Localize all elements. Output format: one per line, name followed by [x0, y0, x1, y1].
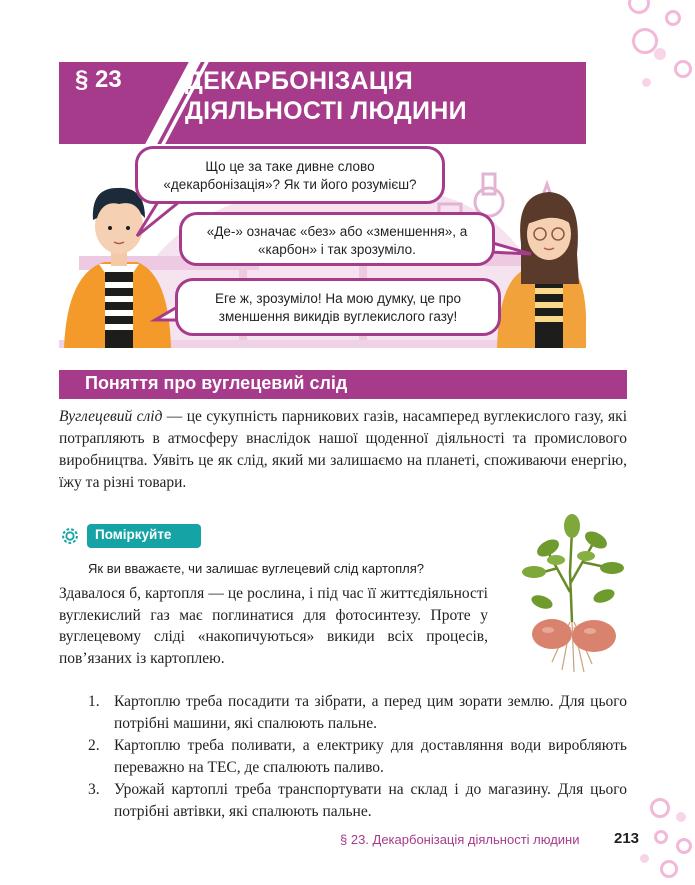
body-paragraph: Здавалося б, картопля — це рослина, і під час її життєдіяльності вуглекислий газ має поглинатися для фотосинтезу. Проте у вуглецевому сліді «накопичуються» викиди всіх процесів, пов’язаних із картоплею.	[59, 585, 488, 667]
list-number-1: 1.	[88, 693, 100, 710]
list-text-1: Картоплю треба посадити та зібрати, а перед цим зорати землю. Для цього потрібні машини, які спалюють пальне.	[114, 693, 627, 732]
speech-bubble-3: Еге ж, зрозуміло! На мою думку, це про зменшення викидів вуглекислого газу!	[175, 278, 501, 336]
dialogue-illustration	[59, 144, 586, 348]
list-item-1	[88, 691, 627, 735]
page-number: 213	[614, 830, 640, 847]
list-item-3	[88, 779, 627, 823]
definition-term: Вуглецевий слід	[59, 408, 163, 425]
decorative-dots-top	[610, 0, 695, 110]
section-banner	[59, 62, 586, 144]
list-number-3: 3.	[88, 781, 100, 798]
section-number: § 23	[75, 66, 122, 93]
list-text-3: Урожай картоплі треба транспортувати на склад і до магазину. Для цього потрібні автівки, які спалюють пальне.	[114, 781, 627, 820]
list-item-2	[88, 735, 627, 779]
think-question: Як ви вважаєте, чи залишає вуглецевий слід картопля?	[88, 561, 424, 576]
list-number-2: 2.	[88, 737, 100, 754]
list-text-2: Картоплю треба поливати, а електрику для доставляння води виробляють переважно на ТЕС, де спалюють паливо.	[114, 737, 627, 776]
running-title: § 23. Декарбонізація діяльності людини	[340, 832, 580, 847]
speech-bubble-2: «Де-» означає «без» або «зменшення», а «карбон» і так зрозуміло.	[179, 212, 495, 266]
section-title: ДЕКАРБОНІЗАЦІЯ ДІЯЛЬНОСТІ ЛЮДИНИ	[185, 67, 467, 125]
think-label: Поміркуйте	[87, 524, 201, 548]
gear-icon	[59, 525, 81, 547]
speech-bubble-1: Що це за таке дивне слово «декарбонізація»? Як ти його розумієш?	[135, 146, 445, 204]
definition-text: — це сукупність парникових газів, насамперед вуглекислого газу, які потрапляють в атмосферу внаслідок нашої щоденної діяльності та промислового виробництва. Уявіть це як слід, який ми залишаємо на планеті, споживаючи енергію, їжу та різні товари.	[59, 408, 628, 491]
definition-paragraph	[59, 406, 627, 494]
subheading-bar	[59, 370, 627, 399]
potato-plant-image	[512, 512, 632, 682]
subheading: Поняття про вуглецевий слід	[85, 373, 348, 393]
